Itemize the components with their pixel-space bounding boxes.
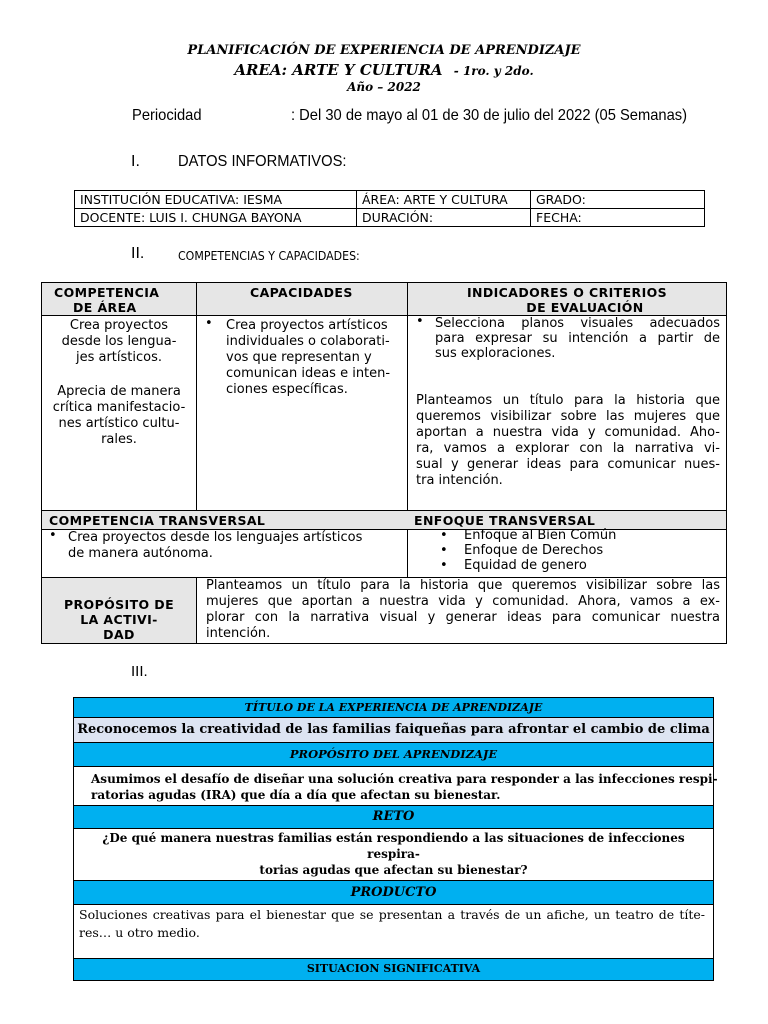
text-line: Crea proyectos artísticos [226, 318, 388, 333]
proposito-label [42, 597, 196, 642]
text-line: crítica manifestacio- [52, 400, 186, 415]
year: Año – 2022 [347, 80, 421, 94]
periodicity-value: : Del 30 de mayo al 01 de 30 de julio del 2022 (05 Semanas) [291, 107, 688, 124]
divider [407, 282, 408, 578]
enfoque-item [440, 543, 616, 558]
transversal-header: COMPETENCIA TRANSVERSAL [49, 513, 266, 528]
enfoque-header: ENFOQUE TRANSVERSAL [414, 513, 596, 528]
area-main: AREA: ARTE Y CULTURA [234, 61, 443, 79]
text-line: torias agudas que afectan su bienestar? [259, 863, 528, 877]
competencia-header-line: COMPETENCIA [54, 285, 160, 300]
text-line: de manera autónoma. [68, 546, 213, 561]
competencia-area-2 [43, 384, 195, 448]
proposito-aprendizaje-header: PROPÓSITO DEL APRENDIZAJE [74, 743, 713, 766]
section2-number: II. [131, 245, 145, 262]
datos-table [74, 190, 705, 227]
text-line: tra intención. [416, 473, 503, 488]
divider [196, 282, 197, 510]
text-line: para expresar su intención a partir de [435, 331, 720, 346]
institucion-cell: INSTITUCIÓN EDUCATIVA: IESMA [75, 191, 357, 209]
section1-title: DATOS INFORMATIVOS: [178, 153, 347, 170]
text-line: ¿De qué manera nuestras familias están respondiendo a las situaciones de infecciones respira- [102, 831, 685, 861]
titulo-text: Reconocemos la creatividad de las familias faiqueñas para afrontar el cambio de clima [74, 718, 713, 742]
divider [196, 577, 197, 644]
section3-number: III. [131, 663, 148, 680]
bullet-icon: • [440, 543, 448, 558]
indicadores-header-line: INDICADORES O CRITERIOS [466, 285, 668, 300]
text-line: Planteamos un título para la historia que queremos visibilizar sobre las [206, 578, 720, 593]
producto-text [79, 906, 705, 942]
text-line: PROPÓSITO DE [63, 597, 175, 612]
text-line: LA ACTIVI- [80, 612, 158, 627]
text-line: nes artístico cultu- [58, 416, 180, 431]
text-line: Aprecia de manera [57, 384, 181, 399]
text-line: mujeres que aportan a nuestra vida y comunidad. Ahora, vamos a ex- [206, 594, 720, 609]
text-line: Asumimos el desafío de diseñar una solución creativa para responder a las infecciones respi- [91, 772, 718, 786]
enfoque-item [440, 528, 616, 543]
indicadores-header [408, 285, 726, 315]
bullet-icon: • [49, 528, 57, 543]
text-line: queremos visibilizar sobre las mujeres que [416, 409, 720, 424]
indicador-2 [416, 393, 720, 489]
text-line: desde los lengua- [61, 334, 177, 349]
text-line: DAD [103, 627, 135, 642]
text-line: individuales o colaborati- [226, 334, 390, 349]
competencia-header [54, 285, 159, 315]
text-line: res… u otro medio. [79, 925, 200, 940]
text-line: rales. [101, 432, 137, 447]
proposito-aprendizaje-text [91, 771, 718, 803]
situacion-header: SITUACION SIGNIFICATIVA [74, 959, 713, 980]
reto-header: RETO [74, 806, 713, 828]
enfoque-label: Enfoque de Derechos [464, 543, 604, 558]
text-line: ratorias agudas (IRA) que día a día que afectan su bienestar. [91, 788, 501, 802]
reto-text [74, 830, 713, 878]
competencia-header-line: DE ÁREA [73, 300, 137, 315]
transversal-text [68, 530, 362, 562]
text-line: plorar con la narrativa visual y generar ideas para comunicar nuestra [206, 610, 720, 625]
divider [73, 766, 714, 767]
text-line: sus exploraciones. [435, 346, 556, 361]
enfoque-label: Enfoque al Bien Común [464, 528, 617, 543]
divider [73, 828, 714, 829]
bullet-icon: • [416, 314, 424, 329]
duracion-cell: DURACIÓN: [357, 209, 531, 227]
text-line: aportan a nuestra vida y comunidad. Aho- [416, 425, 720, 440]
docente-cell: DOCENTE: LUIS I. CHUNGA BAYONA [75, 209, 357, 227]
section2-title: COMPETENCIAS Y CAPACIDADES: [178, 248, 360, 263]
fecha-cell: FECHA: [531, 209, 705, 227]
grado-cell: GRADO: [531, 191, 705, 209]
divider [73, 904, 714, 905]
text-line: vos que representan y [226, 350, 372, 365]
competencia-area-1 [43, 318, 195, 366]
text-line: jes artísticos. [75, 350, 163, 365]
text-line: Planteamos un título para la historia que [416, 393, 720, 408]
text-line: Selecciona planos visuales adecuados [435, 316, 720, 331]
enfoque-label: Equidad de genero [464, 558, 587, 573]
capacidades-header: CAPACIDADES [250, 285, 353, 300]
titulo-header: TÍTULO DE LA EXPERIENCIA DE APRENDIZAJE [74, 698, 713, 717]
bullet-icon: • [440, 528, 448, 543]
text-line: intención. [206, 626, 271, 641]
bullet-icon: • [440, 558, 448, 573]
area-cell: ÁREA: ARTE Y CULTURA [357, 191, 531, 209]
section1-number: I. [131, 153, 140, 170]
text-line: Crea proyectos desde los lenguajes artísticos [68, 530, 363, 545]
text-line: Soluciones creativas para el bienestar que se presentan a través de un afiche, un teatro de títe- [79, 907, 705, 922]
bullet-icon: • [205, 316, 213, 331]
capacidad-text [226, 318, 390, 398]
text-line: ra, vamos a explorar con la narrativa vi- [416, 441, 720, 456]
doc-title: PLANIFICACIÓN DE EXPERIENCIA DE APRENDIZAJE [187, 43, 581, 58]
area-grades: - 1ro. y 2do. [453, 64, 534, 78]
proposito-text [206, 578, 720, 642]
text-line: ciones específicas. [226, 382, 348, 397]
periodicity-label: Periocidad [132, 107, 202, 124]
text-line: sual y generar ideas para comunicar nues- [416, 457, 720, 472]
area-heading [0, 61, 768, 79]
producto-header: PRODUCTO [74, 881, 713, 904]
text-line: comunican ideas e inten- [226, 366, 391, 381]
enfoque-item [440, 558, 616, 573]
indicador-1 [435, 316, 720, 361]
indicadores-header-line: DE EVALUACIÓN [526, 300, 644, 315]
text-line: Crea proyectos [69, 318, 169, 333]
enfoques-list [440, 528, 616, 573]
